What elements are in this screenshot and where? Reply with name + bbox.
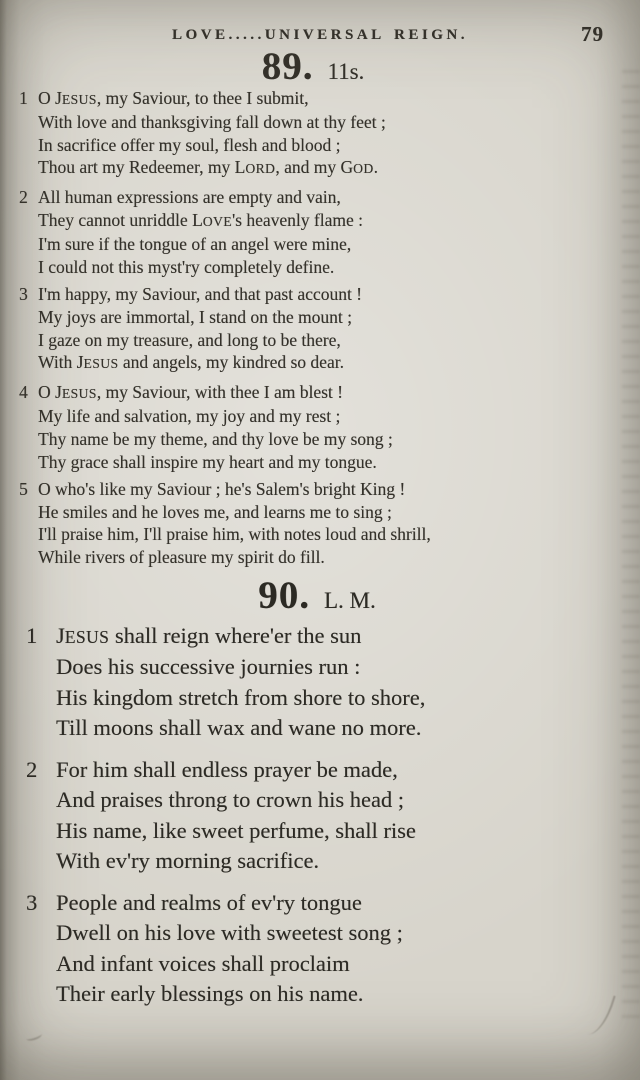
verse-line: My life and salvation, my joy and my rest ; xyxy=(38,406,341,427)
small-caps-word: ORD xyxy=(245,161,276,177)
verse-line: I gaze on my treasure, and long to be there, xyxy=(38,329,341,350)
hymn-heading xyxy=(12,45,614,88)
hymn-90 xyxy=(0,573,640,1010)
verse-line: Till moons shall wax and wane no more. xyxy=(56,715,422,741)
hymn-meter: 11s. xyxy=(327,59,365,84)
small-caps-word: ESUS xyxy=(83,356,119,372)
verse-number: 3 xyxy=(26,889,38,915)
stray-mark xyxy=(25,1031,42,1043)
verse-number: 2 xyxy=(26,756,38,782)
verse-line: I could not this myst'ry completely define. xyxy=(38,256,335,277)
verse-3 xyxy=(19,283,624,375)
verse-line: For him shall endless prayer be made, xyxy=(56,756,398,782)
verse-5 xyxy=(19,478,624,568)
verse-1 xyxy=(26,621,628,744)
verse-number: 1 xyxy=(26,622,38,648)
verse-2 xyxy=(19,186,624,278)
verse-line: Thy name be my theme, and thy love be my song ; xyxy=(38,428,393,449)
verse-number: 1 xyxy=(19,87,28,108)
verse-line: I'm happy, my Saviour, and that past account ! xyxy=(38,284,363,305)
verse-line: I'm sure if the tongue of an angel were mine, xyxy=(38,234,352,255)
verse-line: They cannot unriddle LOVE's heavenly flame : xyxy=(38,209,363,230)
verse-line: O JESUS, my Saviour, with thee I am blest ! xyxy=(38,381,343,402)
hymn-meter: L. M. xyxy=(324,588,376,614)
verse-line: With JESUS and angels, my kindred so dear. xyxy=(38,352,344,373)
verse-number: 4 xyxy=(19,381,28,402)
verse-4 xyxy=(19,381,624,473)
verse-line: Dwell on his love with sweetest song ; xyxy=(56,920,403,946)
hymn-number: 90. xyxy=(258,574,310,618)
verse-line: His name, like sweet perfume, shall rise xyxy=(56,817,416,843)
verse-line: Thou art my Redeemer, my LORD, and my GOD. xyxy=(38,157,378,178)
verse-line: Does his successive journies run : xyxy=(56,654,361,680)
verse-line: JESUS shall reign where'er the sun xyxy=(56,622,362,648)
verse-line: While rivers of pleasure my spirit do fill. xyxy=(38,546,325,567)
verse-line: He smiles and he loves me, and learns me to sing ; xyxy=(38,501,392,522)
verse-line: With ev'ry morning sacrifice. xyxy=(56,848,320,874)
hymns-container xyxy=(0,44,640,1010)
small-caps-word: ESUS xyxy=(64,626,110,647)
small-caps-word: OD xyxy=(353,161,374,177)
verse-line: And infant voices shall proclaim xyxy=(56,950,350,976)
verse-1 xyxy=(19,87,624,181)
verse-line: All human expressions are empty and vain, xyxy=(38,186,341,207)
verse-line: People and realms of ev'ry tongue xyxy=(56,889,362,915)
verse-line: My joys are immortal, I stand on the mount ; xyxy=(38,306,352,327)
running-title: LOVE.....UNIVERSAL REIGN. xyxy=(172,27,468,43)
small-caps-word: ESUS xyxy=(61,91,97,107)
verse-line: His kingdom stretch from shore to shore, xyxy=(56,684,426,710)
verse-2 xyxy=(26,755,628,877)
hymn-89 xyxy=(0,44,640,568)
page-number: 79 xyxy=(581,22,604,46)
verse-line: And praises throng to crown his head ; xyxy=(56,787,405,813)
verse-number: 2 xyxy=(19,186,28,207)
verse-line: O JESUS, my Saviour, to thee I submit, xyxy=(38,87,309,108)
verse-number: 3 xyxy=(19,284,28,305)
hymn-number: 89. xyxy=(261,45,314,88)
verse-line: Thy grace shall inspire my heart and my tongue. xyxy=(38,451,377,472)
small-caps-word: OVE xyxy=(202,213,232,229)
verse-line: Their early blessings on his name. xyxy=(56,981,364,1007)
verse-line: O who's like my Saviour ; he's Salem's bright King ! xyxy=(38,479,406,500)
verse-number: 5 xyxy=(19,479,28,500)
verse-3 xyxy=(26,888,628,1010)
page-header xyxy=(0,0,640,44)
hymn-heading xyxy=(16,574,618,618)
small-caps-word: ESUS xyxy=(61,385,97,401)
verse-line: With love and thanksgiving fall down at thy feet ; xyxy=(38,112,386,133)
verse-line: In sacrifice offer my soul, flesh and blood ; xyxy=(38,134,341,155)
verse-line: I'll praise him, I'll praise him, with notes loud and shrill, xyxy=(38,524,431,545)
